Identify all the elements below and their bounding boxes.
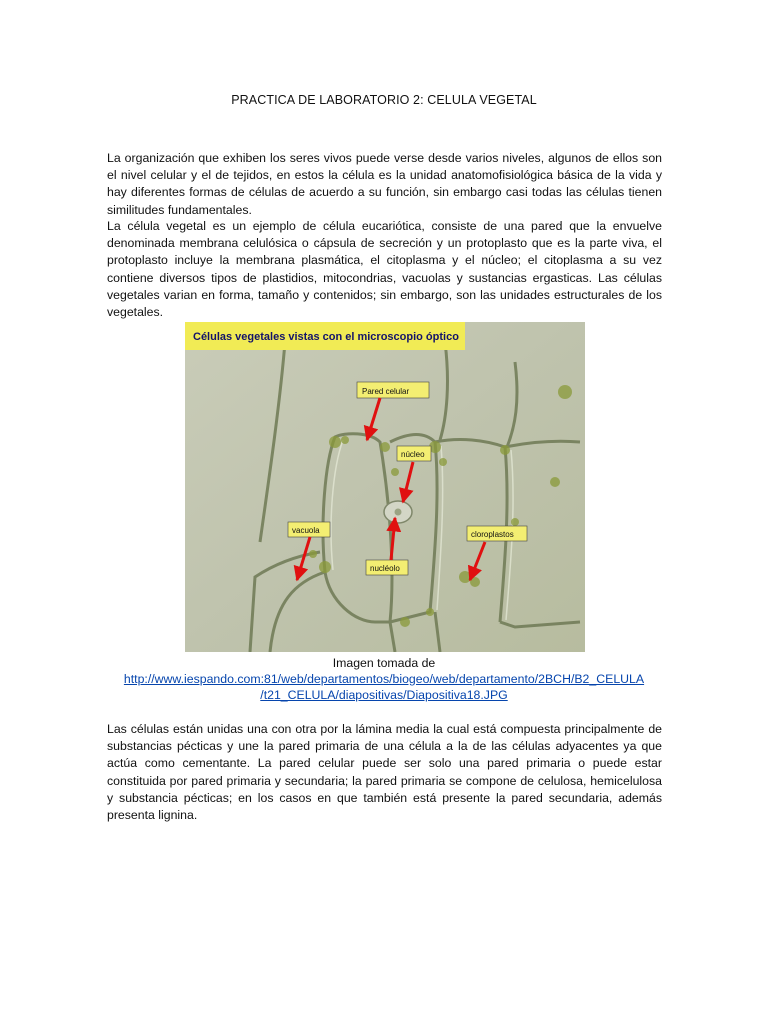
intro-paragraph: La organización que exhiben los seres vivos puede verse desde varios niveles, algunos de ellos son el nivel celular y el de tejidos, en estos la célula es la unidad anatomofisiológica básica de la vida y hay diferentes formas de células de acuerdo a su función, sin embargo casi todas las células tienen similitudes fundamentales. bbox=[107, 151, 662, 217]
label-pared-celular: Pared celular bbox=[362, 387, 410, 396]
label-vacuola: vacuola bbox=[292, 526, 320, 535]
plant-cell-paragraph: La célula vegetal es un ejemplo de célula eucariótica, consiste de una pared que la envuelve denominada membrana celulósica o cápsula de secreción y un protoplasto que es la parte viva, el protoplasto incluye la membrana plasmática, el citoplasma y el núcleo; el citoplasma a su vez contiene diversos tipos de plastidios, mitocondrias, vacuolas y sustancias ergasticas. Las células vegetales varian en forma, tamaño y contenidos; sin embargo, son las unidades estructurales de los vegetales. bbox=[107, 219, 662, 320]
credit-caption: Imagen tomada de bbox=[332, 656, 436, 670]
microscope-figure bbox=[185, 322, 585, 652]
image-credit bbox=[0, 655, 768, 703]
label-nucleo: núcleo bbox=[401, 450, 425, 459]
figure-banner: Células vegetales vistas con el microscopio óptico bbox=[193, 331, 459, 343]
page-title: PRACTICA DE LABORATORIO 2: CELULA VEGETAL bbox=[231, 93, 537, 107]
label-cloroplastos: cloroplastos bbox=[471, 530, 514, 539]
credit-link-line-2[interactable]: /t21_CELULA/diapositivas/Diapositiva18.JPG bbox=[260, 688, 508, 702]
cell-wall-paragraph: Las células están unidas una con otra por la lámina media la cual está compuesta principalmente de substancias pécticas y une la pared primaria de una célula a la de las células adyacentes ya que actúa como cementante. La pared celular puede ser solo una pared primaria o puede estar constituida por pared primaria y secundaria; la pared primaria se compone de celulosa, hemicelulosa y substancia pécticas; en los casos en que también está presente la pared secundaria, además presenta lignina. bbox=[107, 722, 662, 823]
credit-link-line-1[interactable]: http://www.iespando.com:81/web/departamentos/biogeo/web/departamento/2BCH/B2_CELULA bbox=[123, 672, 645, 686]
label-nucleolo: nucléolo bbox=[370, 564, 400, 573]
microscope-image bbox=[185, 322, 585, 652]
